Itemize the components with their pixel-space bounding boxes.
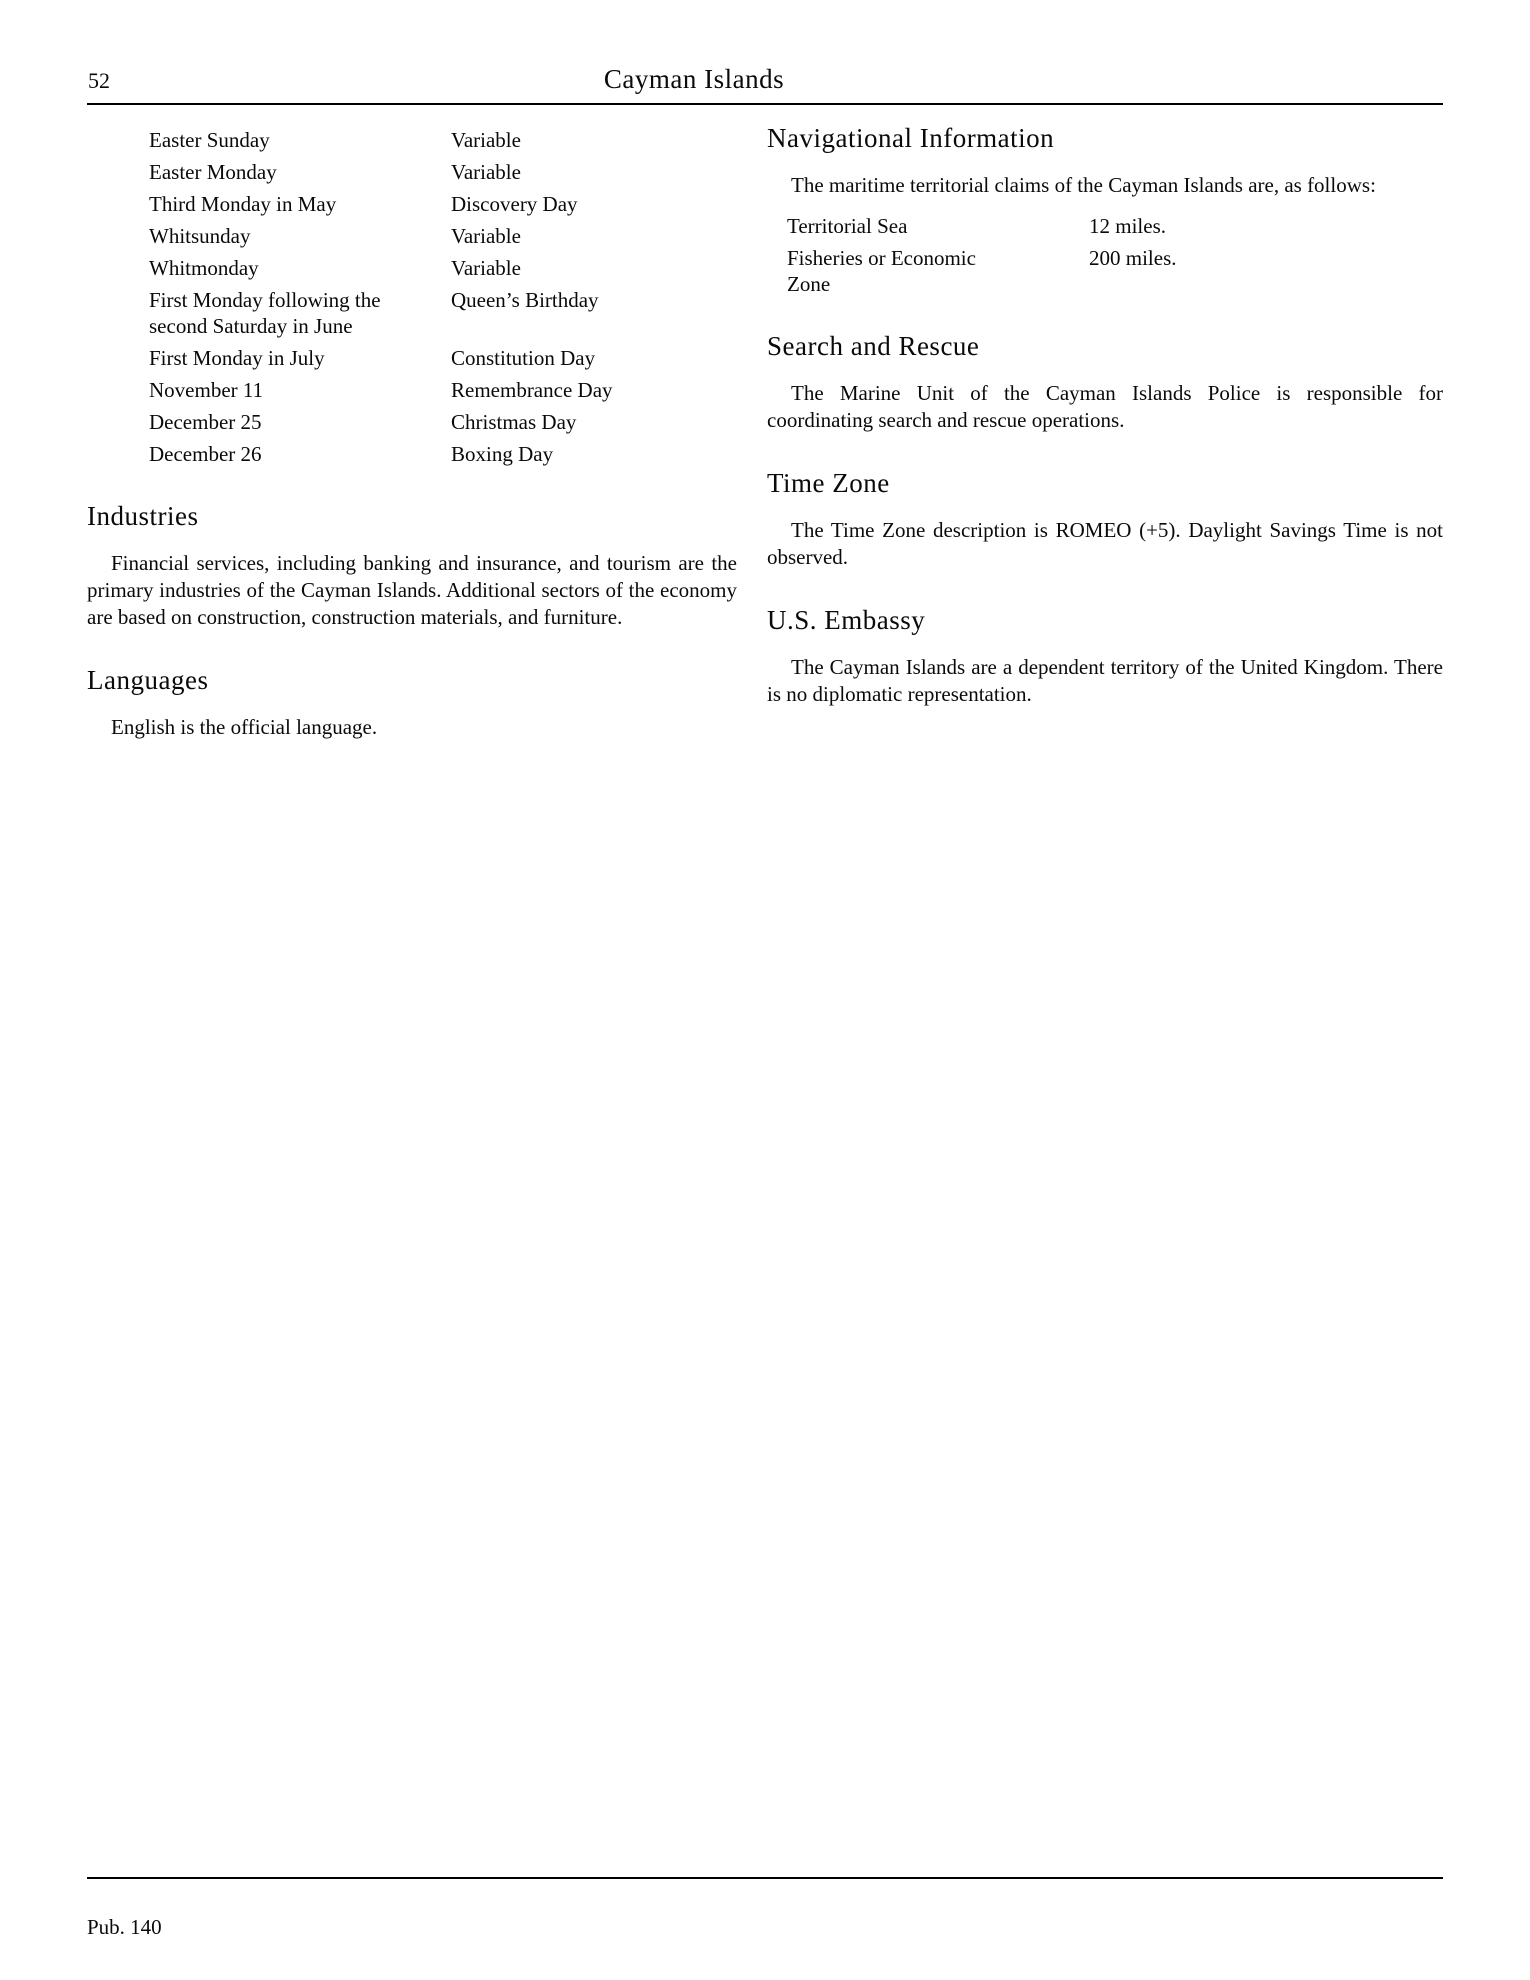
right-column [767,121,1443,747]
claim-value: 12 miles. [1089,214,1166,238]
us-embassy-paragraph: The Cayman Islands are a dependent territory of the United Kingdom. There is no diplomatic representation. [767,655,1443,706]
languages-paragraph: English is the official language. [111,715,378,739]
holiday-name: December 25 [149,410,262,434]
footer-rule [87,1877,1443,1879]
holiday-name: Easter Sunday [149,128,270,152]
holiday-name: November 11 [149,378,264,402]
holiday-value: Discovery Day [451,192,578,216]
holiday-row [149,409,737,435]
holiday-name: Whitsunday [149,224,251,248]
holiday-row [149,377,737,403]
holiday-value: Variable [451,160,521,184]
maritime-claims-table [787,213,1443,297]
claim-name: Fisheries or Economic Zone [787,246,976,296]
holiday-value: Variable [451,224,521,248]
holiday-name: First Monday following the second Saturday in June [149,288,381,338]
industries-paragraph: Financial services, including banking and insurance, and tourism are the primary industries of the Cayman Islands. Additional sectors of the economy are based on construction, construction materials, and furniture. [87,551,737,629]
holiday-row [149,127,737,153]
holiday-value: Variable [451,128,521,152]
holiday-value: Queen’s Birthday [451,288,599,312]
content-columns [87,121,1443,747]
claim-value: 200 miles. [1089,246,1177,270]
holiday-row [149,287,737,339]
page-header [87,64,1443,98]
languages-heading: Languages [87,665,209,695]
holiday-row [149,255,737,281]
holiday-row [149,441,737,467]
holiday-name: First Monday in July [149,346,325,370]
page-footer [87,1877,1443,1940]
holiday-row [149,191,737,217]
publication-number: Pub. 140 [87,1915,162,1939]
claim-name: Territorial Sea [787,214,908,238]
industries-heading: Industries [87,501,199,531]
search-and-rescue-heading: Search and Rescue [767,331,980,361]
holiday-value: Variable [451,256,521,280]
navigational-information-heading: Navigational Information [767,123,1055,153]
time-zone-heading: Time Zone [767,468,890,498]
holiday-name: Easter Monday [149,160,277,184]
holiday-name: December 26 [149,442,262,466]
time-zone-paragraph: The Time Zone description is ROMEO (+5). Daylight Savings Time is not observed. [767,518,1443,569]
holidays-table [149,127,737,467]
header-rule [87,103,1443,105]
left-column [87,121,737,747]
holiday-value: Remembrance Day [451,378,613,402]
navigational-information-paragraph: The maritime territorial claims of the Cayman Islands are, as follows: [791,173,1376,197]
holiday-row [149,159,737,185]
holiday-value: Boxing Day [451,442,554,466]
holiday-value: Constitution Day [451,346,596,370]
maritime-claim-row [787,245,1443,297]
search-and-rescue-paragraph: The Marine Unit of the Cayman Islands Police is responsible for coordinating search and rescue operations. [767,381,1443,432]
page-number: 52 [88,68,110,93]
holiday-row [149,223,737,249]
holiday-value: Christmas Day [451,410,577,434]
holiday-row [149,345,737,371]
holiday-name: Third Monday in May [149,192,337,216]
holiday-name: Whitmonday [149,256,259,280]
us-embassy-heading: U.S. Embassy [767,605,926,635]
page-title: Cayman Islands [603,64,785,94]
maritime-claim-row [787,213,1443,239]
